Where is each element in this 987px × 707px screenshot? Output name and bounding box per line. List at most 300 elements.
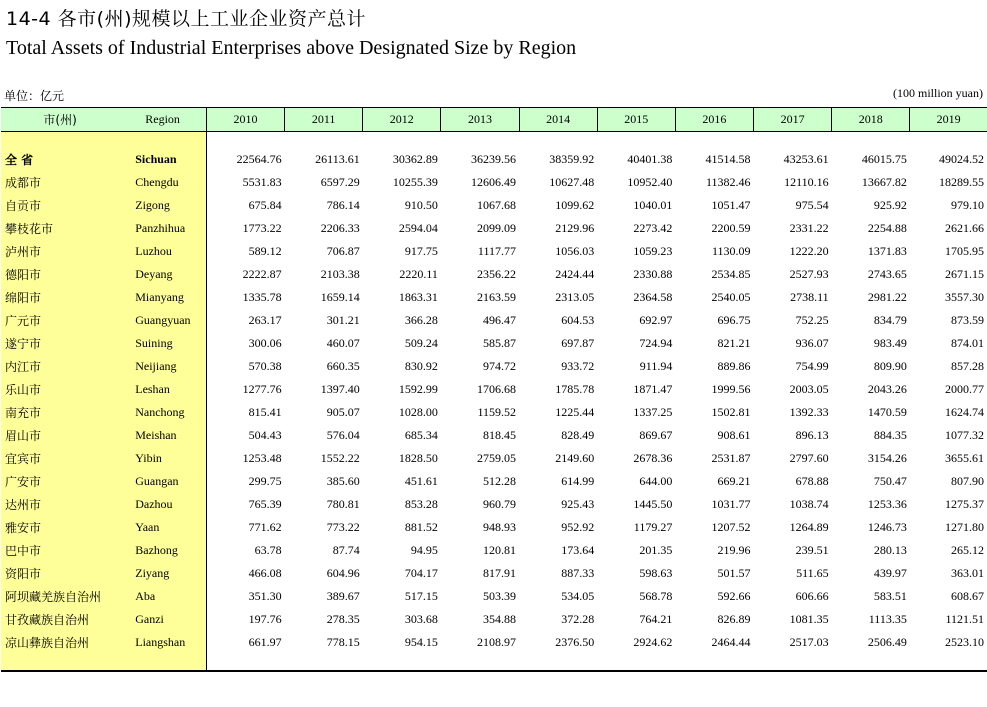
asset-value-cell: 614.99 bbox=[561, 474, 595, 488]
asset-value-cell: 3557.30 bbox=[945, 290, 984, 304]
region-name-cn: 资阳市 bbox=[5, 567, 42, 581]
asset-value-cell: 917.75 bbox=[404, 244, 438, 258]
asset-value-cell: 881.52 bbox=[404, 520, 438, 534]
asset-value-cell: 1031.77 bbox=[711, 497, 751, 511]
asset-value-cell: 884.35 bbox=[873, 428, 907, 442]
asset-value-cell: 219.96 bbox=[717, 543, 751, 557]
asset-value-cell: 2621.66 bbox=[945, 221, 984, 235]
asset-value-cell: 46015.75 bbox=[861, 152, 907, 166]
asset-value-cell: 606.66 bbox=[795, 589, 829, 603]
asset-value-cell: 41514.58 bbox=[705, 152, 751, 166]
column-header-year: 2019 bbox=[910, 108, 987, 132]
asset-value-cell: 2103.38 bbox=[320, 267, 360, 281]
asset-value-cell: 1502.81 bbox=[711, 405, 751, 419]
table-row bbox=[1, 240, 987, 263]
asset-value-cell: 2129.96 bbox=[555, 221, 595, 235]
asset-value-cell: 887.33 bbox=[561, 566, 595, 580]
region-name-cn: 攀枝花市 bbox=[5, 222, 54, 236]
asset-value-cell: 439.97 bbox=[873, 566, 907, 580]
region-name-cn: 遂宁市 bbox=[5, 337, 42, 351]
asset-value-cell: 197.76 bbox=[248, 612, 282, 626]
asset-value-cell: 857.28 bbox=[951, 359, 984, 373]
asset-value-cell: 1470.59 bbox=[867, 405, 907, 419]
asset-value-cell: 925.92 bbox=[873, 198, 907, 212]
asset-value-cell: 509.24 bbox=[404, 336, 438, 350]
asset-value-cell: 933.72 bbox=[561, 359, 595, 373]
asset-value-cell: 2924.62 bbox=[633, 635, 673, 649]
asset-value-cell: 780.81 bbox=[326, 497, 360, 511]
asset-value-cell: 1207.52 bbox=[711, 520, 751, 534]
asset-value-cell: 815.41 bbox=[248, 405, 282, 419]
asset-value-cell: 1040.01 bbox=[633, 198, 673, 212]
spacer-cell bbox=[119, 132, 206, 149]
asset-value-cell: 2424.44 bbox=[555, 267, 595, 281]
table-row bbox=[1, 309, 987, 332]
asset-value-cell: 706.87 bbox=[326, 244, 360, 258]
asset-value-cell: 2594.04 bbox=[398, 221, 438, 235]
asset-value-cell: 2464.44 bbox=[711, 635, 751, 649]
asset-value-cell: 2331.22 bbox=[789, 221, 829, 235]
table-row bbox=[1, 171, 987, 194]
asset-value-cell: 873.59 bbox=[951, 313, 984, 327]
asset-value-cell: 764.21 bbox=[639, 612, 673, 626]
asset-value-cell: 26113.61 bbox=[315, 152, 360, 166]
asset-value-cell: 2356.22 bbox=[477, 267, 517, 281]
asset-value-cell: 724.94 bbox=[639, 336, 673, 350]
region-name-cn: 雅安市 bbox=[5, 521, 42, 535]
spacer-cell bbox=[754, 132, 832, 149]
asset-value-cell: 1863.31 bbox=[398, 290, 438, 304]
asset-value-cell: 704.17 bbox=[404, 566, 438, 580]
asset-value-cell: 10255.39 bbox=[392, 175, 438, 189]
region-name-cn: 眉山市 bbox=[5, 429, 42, 443]
asset-value-cell: 1552.22 bbox=[320, 451, 360, 465]
region-name-en: Meishan bbox=[135, 428, 177, 442]
spacer-cell bbox=[597, 132, 675, 149]
asset-value-cell: 2043.26 bbox=[867, 382, 907, 396]
asset-value-cell: 2527.93 bbox=[789, 267, 829, 281]
asset-value-cell: 2531.87 bbox=[711, 451, 751, 465]
region-name-cn: 德阳市 bbox=[5, 268, 42, 282]
region-name-en: Ganzi bbox=[135, 612, 164, 626]
asset-value-cell: 778.15 bbox=[326, 635, 360, 649]
table-row bbox=[1, 378, 987, 401]
asset-value-cell: 568.78 bbox=[639, 589, 673, 603]
asset-value-cell: 604.53 bbox=[561, 313, 595, 327]
asset-value-cell: 451.61 bbox=[404, 474, 438, 488]
asset-value-cell: 960.79 bbox=[483, 497, 517, 511]
asset-value-cell: 821.21 bbox=[717, 336, 751, 350]
column-header-year: 2013 bbox=[441, 108, 519, 132]
asset-value-cell: 1159.52 bbox=[477, 405, 517, 419]
asset-value-cell: 2534.85 bbox=[711, 267, 751, 281]
asset-value-cell: 809.90 bbox=[873, 359, 907, 373]
asset-value-cell: 1253.48 bbox=[242, 451, 282, 465]
asset-value-cell: 5531.83 bbox=[242, 175, 282, 189]
asset-value-cell: 372.28 bbox=[561, 612, 595, 626]
table-row bbox=[1, 217, 987, 240]
column-header-year: 2010 bbox=[206, 108, 284, 132]
asset-value-cell: 2313.05 bbox=[555, 290, 595, 304]
column-header-year: 2016 bbox=[675, 108, 753, 132]
asset-value-cell: 517.15 bbox=[404, 589, 438, 603]
asset-value-cell: 678.88 bbox=[795, 474, 829, 488]
column-header-year: 2011 bbox=[285, 108, 363, 132]
asset-value-cell: 354.88 bbox=[483, 612, 517, 626]
region-name-en: Panzhihua bbox=[135, 221, 186, 235]
unit-label-english: (100 million yuan) bbox=[893, 86, 983, 100]
asset-value-cell: 2206.33 bbox=[320, 221, 360, 235]
asset-value-cell: 1130.09 bbox=[711, 244, 751, 258]
spacer-cell bbox=[675, 132, 753, 149]
region-name-en: Bazhong bbox=[135, 543, 178, 557]
asset-value-cell: 351.30 bbox=[248, 589, 282, 603]
asset-value-cell: 49024.52 bbox=[939, 152, 984, 166]
asset-value-cell: 570.38 bbox=[248, 359, 282, 373]
asset-value-cell: 1277.76 bbox=[242, 382, 282, 396]
asset-value-cell: 299.75 bbox=[248, 474, 282, 488]
unit-label-chinese: 单位：亿元 bbox=[4, 89, 65, 103]
asset-value-cell: 1785.78 bbox=[555, 382, 595, 396]
asset-value-cell: 13667.82 bbox=[861, 175, 907, 189]
table-row bbox=[1, 263, 987, 286]
asset-value-cell: 1059.23 bbox=[633, 244, 673, 258]
asset-value-cell: 2254.88 bbox=[867, 221, 907, 235]
asset-value-cell: 826.89 bbox=[717, 612, 751, 626]
region-name-en: Yaan bbox=[135, 520, 160, 534]
asset-value-cell: 773.22 bbox=[326, 520, 360, 534]
asset-value-cell: 2678.36 bbox=[633, 451, 673, 465]
bottom-rule bbox=[1, 670, 987, 672]
asset-value-cell: 1624.74 bbox=[945, 405, 984, 419]
asset-value-cell: 6597.29 bbox=[320, 175, 360, 189]
asset-value-cell: 786.14 bbox=[326, 198, 360, 212]
asset-value-cell: 2759.05 bbox=[477, 451, 517, 465]
asset-value-cell: 301.21 bbox=[326, 313, 360, 327]
asset-value-cell: 661.97 bbox=[248, 635, 282, 649]
asset-value-cell: 2376.50 bbox=[555, 635, 595, 649]
asset-value-cell: 1705.95 bbox=[945, 244, 984, 258]
asset-value-cell: 2364.58 bbox=[633, 290, 673, 304]
asset-value-cell: 1056.03 bbox=[555, 244, 595, 258]
asset-value-cell: 173.64 bbox=[561, 543, 595, 557]
total-row bbox=[1, 148, 987, 171]
asset-value-cell: 3154.26 bbox=[867, 451, 907, 465]
asset-value-cell: 1335.78 bbox=[242, 290, 282, 304]
spacer-cell bbox=[441, 132, 519, 149]
asset-value-cell: 696.75 bbox=[717, 313, 751, 327]
asset-value-cell: 1117.77 bbox=[477, 244, 517, 258]
region-name-cn: 广安市 bbox=[5, 475, 42, 489]
asset-value-cell: 608.67 bbox=[951, 589, 984, 603]
asset-value-cell: 669.21 bbox=[717, 474, 751, 488]
asset-value-cell: 363.01 bbox=[951, 566, 984, 580]
region-name-cn: 乐山市 bbox=[5, 383, 42, 397]
asset-value-cell: 1706.68 bbox=[477, 382, 517, 396]
asset-value-cell: 2149.60 bbox=[555, 451, 595, 465]
column-header-year: 2012 bbox=[363, 108, 441, 132]
asset-value-cell: 2330.88 bbox=[633, 267, 673, 281]
asset-value-cell: 889.86 bbox=[717, 359, 751, 373]
asset-value-cell: 12606.49 bbox=[471, 175, 517, 189]
asset-value-cell: 512.28 bbox=[483, 474, 517, 488]
asset-value-cell: 830.92 bbox=[404, 359, 438, 373]
region-name-en: Zigong bbox=[135, 198, 170, 212]
asset-value-cell: 501.57 bbox=[717, 566, 751, 580]
asset-value-cell: 87.74 bbox=[332, 543, 360, 557]
column-header-region-en: Region bbox=[119, 108, 206, 132]
asset-value-cell: 1397.40 bbox=[320, 382, 360, 396]
asset-value-cell: 750.47 bbox=[873, 474, 907, 488]
asset-value-cell: 2671.15 bbox=[945, 267, 984, 281]
region-name-en: Liangshan bbox=[135, 635, 186, 649]
asset-value-cell: 952.92 bbox=[561, 520, 595, 534]
table-row bbox=[1, 539, 987, 562]
asset-value-cell: 1253.36 bbox=[867, 497, 907, 511]
spacer-cell bbox=[519, 132, 597, 149]
asset-value-cell: 936.07 bbox=[795, 336, 829, 350]
asset-value-cell: 389.67 bbox=[326, 589, 360, 603]
asset-value-cell: 460.07 bbox=[326, 336, 360, 350]
asset-value-cell: 828.49 bbox=[561, 428, 595, 442]
region-name-cn: 南充市 bbox=[5, 406, 42, 420]
asset-value-cell: 2108.97 bbox=[477, 635, 517, 649]
table-row bbox=[1, 286, 987, 309]
region-name-en: Neijiang bbox=[135, 359, 177, 373]
table-row bbox=[1, 470, 987, 493]
asset-value-cell: 954.15 bbox=[404, 635, 438, 649]
asset-value-cell: 983.49 bbox=[873, 336, 907, 350]
asset-value-cell: 869.67 bbox=[639, 428, 673, 442]
region-name-cn: 阿坝藏羌族自治州 bbox=[5, 590, 102, 604]
asset-value-cell: 874.01 bbox=[951, 336, 984, 350]
asset-value-cell: 36239.56 bbox=[471, 152, 517, 166]
asset-value-cell: 504.43 bbox=[248, 428, 282, 442]
asset-value-cell: 2743.65 bbox=[867, 267, 907, 281]
asset-value-cell: 1264.89 bbox=[789, 520, 829, 534]
asset-value-cell: 834.79 bbox=[873, 313, 907, 327]
asset-value-cell: 1099.62 bbox=[555, 198, 595, 212]
region-name-en: Sichuan bbox=[135, 152, 177, 166]
asset-value-cell: 12110.16 bbox=[784, 175, 829, 189]
region-name-en: Mianyang bbox=[135, 290, 184, 304]
asset-value-cell: 2517.03 bbox=[789, 635, 829, 649]
asset-value-cell: 2738.11 bbox=[790, 290, 829, 304]
asset-value-cell: 366.28 bbox=[404, 313, 438, 327]
asset-value-cell: 1871.47 bbox=[633, 382, 673, 396]
table-row bbox=[1, 585, 987, 608]
spacer-cell bbox=[910, 132, 987, 149]
spacer-row bbox=[1, 132, 987, 149]
table-row bbox=[1, 608, 987, 631]
asset-value-cell: 534.05 bbox=[561, 589, 595, 603]
asset-value-cell: 692.97 bbox=[639, 313, 673, 327]
table-row bbox=[1, 424, 987, 447]
asset-value-cell: 576.04 bbox=[326, 428, 360, 442]
asset-value-cell: 2273.42 bbox=[633, 221, 673, 235]
region-name-cn: 自贡市 bbox=[5, 199, 42, 213]
asset-value-cell: 2200.59 bbox=[711, 221, 751, 235]
asset-value-cell: 30362.89 bbox=[392, 152, 438, 166]
asset-value-cell: 948.93 bbox=[483, 520, 517, 534]
asset-value-cell: 1067.68 bbox=[477, 198, 517, 212]
region-name-cn: 内江市 bbox=[5, 360, 42, 374]
asset-value-cell: 908.61 bbox=[717, 428, 751, 442]
asset-value-cell: 303.68 bbox=[404, 612, 438, 626]
column-header-year: 2017 bbox=[754, 108, 832, 132]
region-name-en: Suining bbox=[135, 336, 173, 350]
region-name-cn: 宜宾市 bbox=[5, 452, 42, 466]
asset-value-cell: 675.84 bbox=[248, 198, 282, 212]
column-header-year: 2018 bbox=[832, 108, 910, 132]
asset-value-cell: 18289.55 bbox=[939, 175, 984, 189]
asset-value-cell: 1392.33 bbox=[789, 405, 829, 419]
region-name-en: Guangyuan bbox=[135, 313, 191, 327]
asset-value-cell: 466.08 bbox=[248, 566, 282, 580]
asset-value-cell: 905.07 bbox=[326, 405, 360, 419]
asset-value-cell: 589.12 bbox=[248, 244, 282, 258]
region-name-en: Deyang bbox=[135, 267, 173, 281]
asset-value-cell: 2540.05 bbox=[711, 290, 751, 304]
region-name-cn: 甘孜藏族自治州 bbox=[5, 613, 90, 627]
asset-value-cell: 1773.22 bbox=[242, 221, 282, 235]
asset-value-cell: 752.25 bbox=[795, 313, 829, 327]
table-title-chinese: 14-4 各市(州)规模以上工业企业资产总计 bbox=[6, 8, 366, 30]
table-row bbox=[1, 355, 987, 378]
region-name-cn: 达州市 bbox=[5, 498, 42, 512]
asset-value-cell: 1999.56 bbox=[711, 382, 751, 396]
asset-value-cell: 685.34 bbox=[404, 428, 438, 442]
asset-value-cell: 2523.10 bbox=[945, 635, 984, 649]
asset-value-cell: 2099.09 bbox=[477, 221, 517, 235]
table-row bbox=[1, 631, 987, 654]
region-name-en: Leshan bbox=[135, 382, 170, 396]
asset-value-cell: 754.99 bbox=[795, 359, 829, 373]
asset-value-cell: 385.60 bbox=[326, 474, 360, 488]
asset-value-cell: 585.87 bbox=[483, 336, 517, 350]
asset-value-cell: 278.35 bbox=[326, 612, 360, 626]
region-name-cn: 泸州市 bbox=[5, 245, 42, 259]
asset-value-cell: 239.51 bbox=[795, 543, 829, 557]
asset-value-cell: 975.54 bbox=[795, 198, 829, 212]
asset-value-cell: 896.13 bbox=[795, 428, 829, 442]
region-name-en: Yibin bbox=[135, 451, 162, 465]
asset-value-cell: 1275.37 bbox=[945, 497, 984, 511]
spacer-cell bbox=[363, 132, 441, 149]
asset-value-cell: 1592.99 bbox=[398, 382, 438, 396]
asset-value-cell: 1081.35 bbox=[789, 612, 829, 626]
asset-value-cell: 263.17 bbox=[248, 313, 282, 327]
region-name-cn: 全 省 bbox=[5, 153, 34, 167]
region-name-cn: 凉山彝族自治州 bbox=[5, 636, 90, 650]
asset-value-cell: 300.06 bbox=[248, 336, 282, 350]
asset-value-cell: 22564.76 bbox=[236, 152, 282, 166]
asset-value-cell: 2222.87 bbox=[242, 267, 282, 281]
asset-value-cell: 1028.00 bbox=[398, 405, 438, 419]
spacer-cell bbox=[832, 132, 910, 149]
asset-value-cell: 1271.80 bbox=[945, 520, 984, 534]
asset-value-cell: 2797.60 bbox=[789, 451, 829, 465]
asset-value-cell: 1222.20 bbox=[789, 244, 829, 258]
asset-value-cell: 2000.77 bbox=[945, 382, 984, 396]
asset-value-cell: 63.78 bbox=[254, 543, 282, 557]
asset-value-cell: 911.94 bbox=[639, 359, 673, 373]
region-name-en: Aba bbox=[135, 589, 156, 603]
asset-value-cell: 910.50 bbox=[404, 198, 438, 212]
table-row bbox=[1, 194, 987, 217]
table-row bbox=[1, 332, 987, 355]
asset-value-cell: 2506.49 bbox=[867, 635, 907, 649]
asset-value-cell: 765.39 bbox=[248, 497, 282, 511]
asset-value-cell: 1113.35 bbox=[868, 612, 907, 626]
assets-table bbox=[1, 107, 987, 654]
asset-value-cell: 120.81 bbox=[483, 543, 517, 557]
asset-value-cell: 1077.32 bbox=[945, 428, 984, 442]
spacer-cell bbox=[1, 132, 119, 149]
table-row bbox=[1, 447, 987, 470]
asset-value-cell: 38359.92 bbox=[549, 152, 595, 166]
region-name-cn: 广元市 bbox=[5, 314, 42, 328]
asset-value-cell: 94.95 bbox=[410, 543, 438, 557]
spacer-cell bbox=[206, 132, 284, 149]
asset-value-cell: 818.45 bbox=[483, 428, 517, 442]
spacer-cell bbox=[285, 132, 363, 149]
table-row bbox=[1, 493, 987, 516]
region-name-cn: 绵阳市 bbox=[5, 291, 42, 305]
asset-value-cell: 604.96 bbox=[326, 566, 360, 580]
asset-value-cell: 1337.25 bbox=[633, 405, 673, 419]
asset-value-cell: 697.87 bbox=[561, 336, 595, 350]
asset-value-cell: 1038.74 bbox=[789, 497, 829, 511]
asset-value-cell: 2003.05 bbox=[789, 382, 829, 396]
region-name-en: Chengdu bbox=[135, 175, 179, 189]
region-name-cn: 巴中市 bbox=[5, 544, 42, 558]
table-body bbox=[1, 132, 987, 655]
asset-value-cell: 1659.14 bbox=[320, 290, 360, 304]
asset-value-cell: 925.43 bbox=[561, 497, 595, 511]
column-header-year: 2015 bbox=[597, 108, 675, 132]
asset-value-cell: 1179.27 bbox=[633, 520, 673, 534]
asset-value-cell: 974.72 bbox=[483, 359, 517, 373]
asset-value-cell: 1445.50 bbox=[633, 497, 673, 511]
asset-value-cell: 10627.48 bbox=[549, 175, 595, 189]
asset-value-cell: 2163.59 bbox=[477, 290, 517, 304]
asset-value-cell: 2981.22 bbox=[867, 290, 907, 304]
asset-value-cell: 1225.44 bbox=[555, 405, 595, 419]
asset-value-cell: 1051.47 bbox=[711, 198, 751, 212]
asset-value-cell: 979.10 bbox=[951, 198, 984, 212]
asset-value-cell: 1246.73 bbox=[867, 520, 907, 534]
asset-value-cell: 201.35 bbox=[639, 543, 673, 557]
asset-value-cell: 1828.50 bbox=[398, 451, 438, 465]
asset-value-cell: 592.66 bbox=[717, 589, 751, 603]
asset-value-cell: 583.51 bbox=[873, 589, 907, 603]
asset-value-cell: 771.62 bbox=[248, 520, 282, 534]
asset-value-cell: 503.39 bbox=[483, 589, 517, 603]
column-header-region-cn: 市(州) bbox=[1, 108, 119, 132]
table-row bbox=[1, 562, 987, 585]
table-title-english: Total Assets of Industrial Enterprises above Designated Size by Region bbox=[6, 37, 577, 59]
asset-value-cell: 1371.83 bbox=[867, 244, 907, 258]
asset-value-cell: 40401.38 bbox=[627, 152, 673, 166]
region-name-cn: 成都市 bbox=[5, 176, 42, 190]
asset-value-cell: 807.90 bbox=[951, 474, 984, 488]
asset-value-cell: 265.12 bbox=[951, 543, 984, 557]
asset-value-cell: 1121.51 bbox=[945, 612, 984, 626]
region-name-en: Guangan bbox=[135, 474, 179, 488]
asset-value-cell: 511.65 bbox=[796, 566, 829, 580]
table-row bbox=[1, 516, 987, 539]
